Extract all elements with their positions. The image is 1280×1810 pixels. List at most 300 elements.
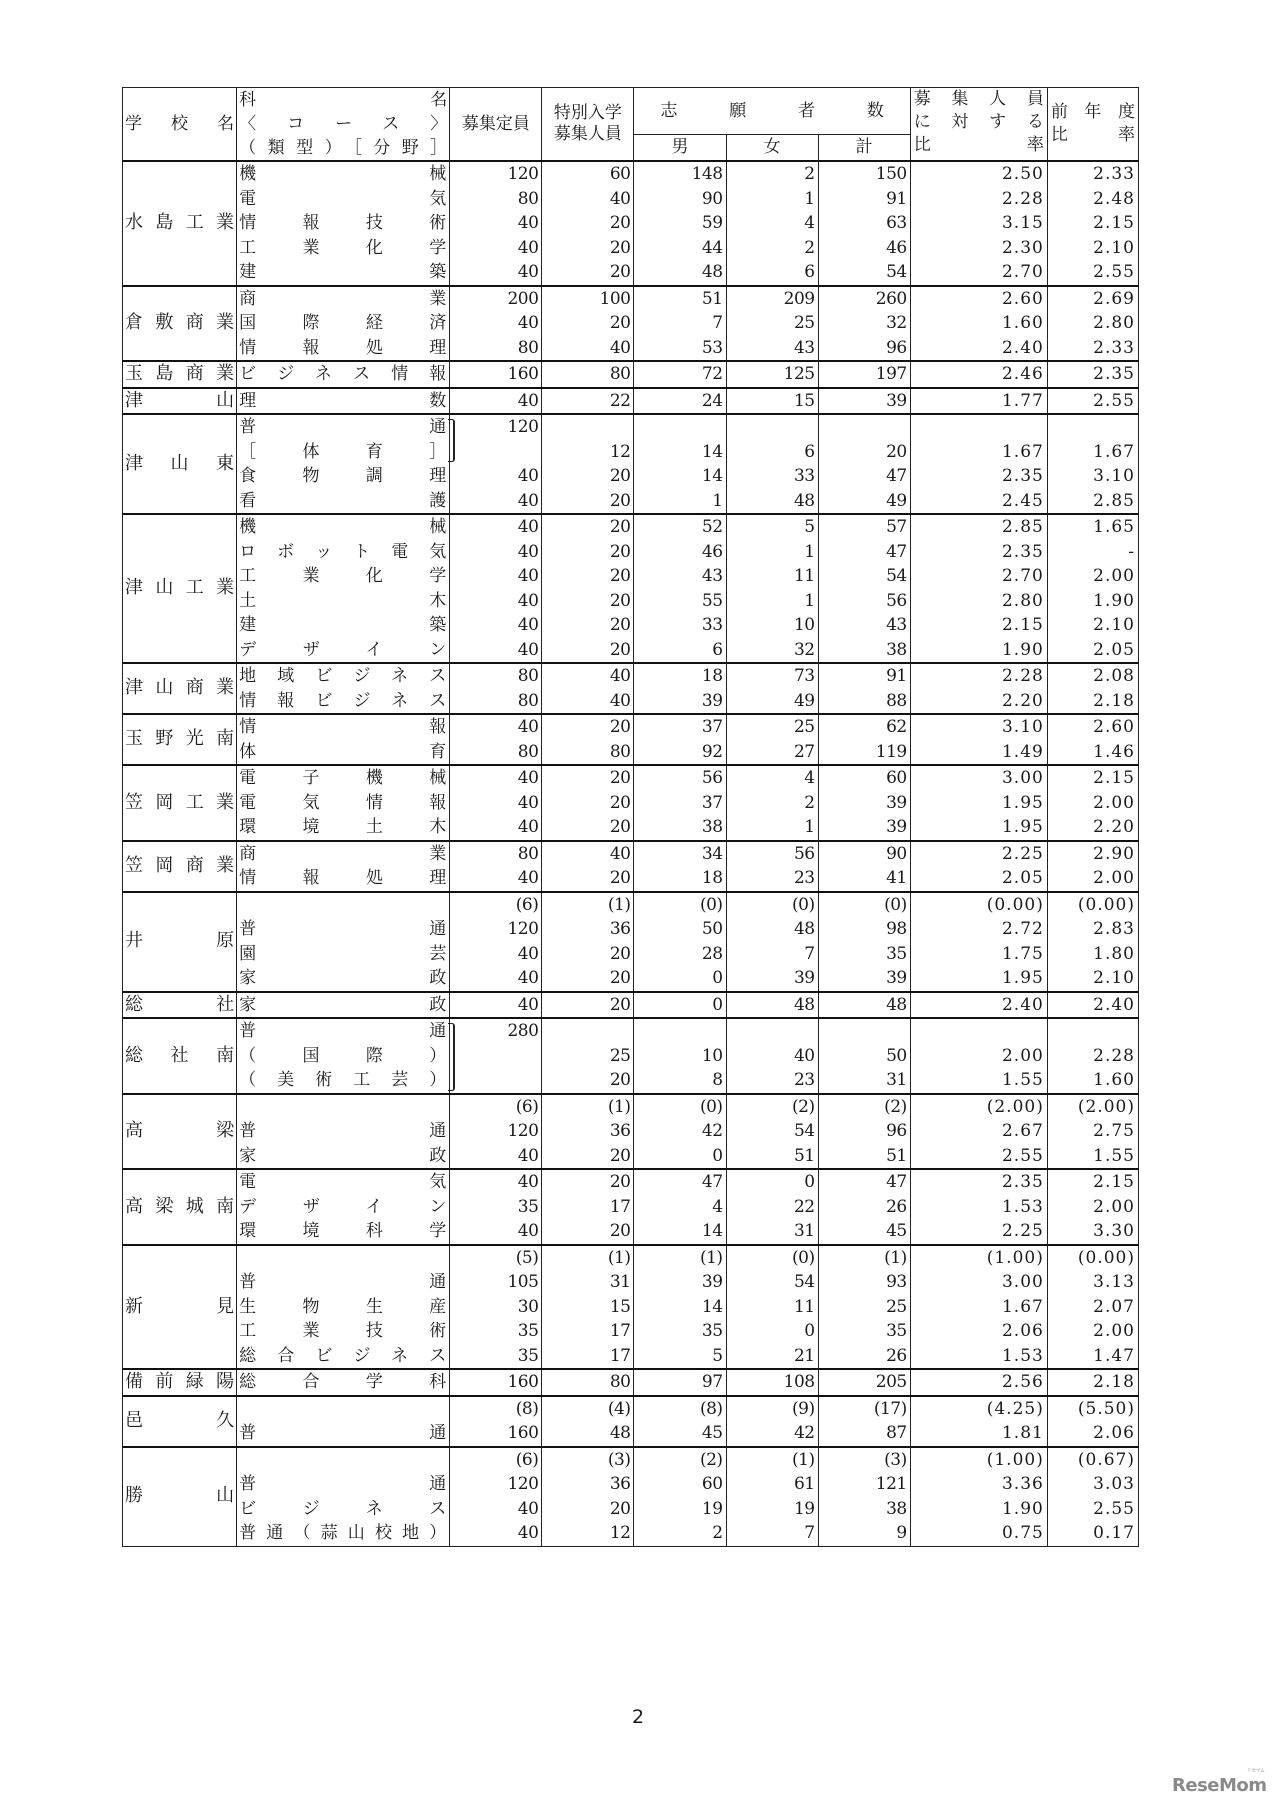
course-name: （美術工芸） [239, 1070, 447, 1090]
capacity-value: 200 [507, 288, 539, 309]
school-name-cell [123, 663, 237, 714]
female-value: (2) [792, 1096, 815, 1117]
special-value: (1) [607, 1096, 631, 1117]
capacity-value: 40 [517, 615, 539, 635]
female-value: 49 [793, 690, 815, 711]
ratio-value: (4.25) [986, 1398, 1044, 1419]
total-value: 41 [886, 868, 907, 888]
total-value: 51 [886, 1145, 907, 1166]
special-value: (1) [607, 1247, 631, 1268]
prev-ratio-cell [1047, 1018, 1138, 1094]
ratio-value: 1.53 [1001, 1345, 1044, 1366]
total-value: 35 [886, 943, 907, 964]
prev-ratio-cell [1047, 1396, 1138, 1447]
school-group-row [123, 892, 1139, 992]
male-value: 46 [701, 541, 723, 562]
course-names-cell [237, 388, 450, 415]
prev-ratio-cell [1047, 1094, 1138, 1170]
total-cell [818, 1094, 910, 1170]
school-group-row [123, 1018, 1139, 1094]
special-value: 12 [609, 1523, 631, 1543]
capacity-value [450, 1068, 541, 1093]
course-name: 普通 [239, 1272, 447, 1292]
ratio-value: 1.67 [1001, 1296, 1044, 1317]
special-value: 80 [609, 741, 631, 762]
special-value: 20 [609, 1221, 631, 1241]
school-group-row [123, 1245, 1139, 1370]
course-name: 家政 [239, 994, 447, 1015]
total-value: 39 [886, 968, 907, 988]
special-value: 36 [609, 919, 631, 939]
ratio-value: 1.55 [1001, 1070, 1044, 1090]
school-group-row [123, 765, 1139, 841]
capacity-cell [450, 663, 542, 714]
capacity-value: 120 [507, 164, 539, 184]
grouping-bracket [448, 1023, 455, 1091]
course-name: 商業 [239, 843, 447, 864]
special-value: 20 [609, 1070, 631, 1090]
ratio-value [911, 1019, 1047, 1044]
prev-ratio-value: (2.00) [1077, 1096, 1135, 1117]
special-value: 20 [609, 1145, 631, 1166]
male-cell [634, 286, 726, 362]
female-value: 22 [793, 1196, 815, 1217]
capacity-cell [450, 892, 542, 992]
total-value: 96 [886, 337, 907, 358]
male-value: 72 [701, 364, 723, 384]
prev-ratio-value: (0.00) [1077, 894, 1135, 915]
total-value: 62 [886, 717, 907, 737]
capacity-value: 40 [517, 717, 539, 737]
course-name: 食物調理 [239, 466, 447, 486]
male-value: 50 [701, 919, 723, 939]
female-value: 0 [804, 1321, 815, 1341]
total-value: 9 [896, 1523, 907, 1543]
total-value: 39 [886, 390, 907, 411]
course-name: 普通（蒜山校地） [239, 1523, 447, 1543]
total-cell [818, 1169, 910, 1245]
course-names-cell [237, 841, 450, 892]
prev-ratio-cell [1047, 892, 1138, 992]
prev-ratio-value: 2.10 [1093, 237, 1135, 258]
capacity-value: 35 [517, 1321, 539, 1341]
course-names-cell [237, 992, 450, 1019]
prev-ratio-value: 2.18 [1093, 1372, 1135, 1392]
capacity-value: 40 [517, 768, 539, 788]
prev-ratio-value: 2.28 [1093, 1045, 1135, 1066]
ratio-value: 2.00 [1001, 1045, 1044, 1066]
total-cell [818, 892, 910, 992]
ratio-value: 1.49 [1001, 741, 1044, 762]
ratio-value: 2.20 [1001, 690, 1044, 711]
ratio-value: 2.70 [1001, 566, 1044, 586]
course-names-cell [237, 514, 450, 663]
prev-ratio-value: - [1128, 541, 1135, 562]
ratio-value: 2.40 [1001, 337, 1044, 358]
total-value: 39 [886, 792, 907, 813]
special-value: 31 [609, 1272, 631, 1292]
header-male: 男 [634, 135, 726, 161]
prev-ratio-cell [1047, 663, 1138, 714]
school-name: 津山 [125, 389, 235, 411]
total-value: 260 [875, 288, 907, 309]
total-cell [818, 1245, 910, 1370]
male-cell [634, 414, 726, 514]
prev-ratio-cell [1047, 714, 1138, 765]
special-value: 20 [609, 615, 631, 635]
female-value: 31 [793, 1221, 815, 1241]
prev-ratio-value: 1.60 [1093, 1070, 1135, 1090]
capacity-value: 40 [517, 541, 539, 562]
prev-ratio-value: 2.40 [1093, 994, 1135, 1015]
ratio-value: 2.50 [1001, 164, 1044, 184]
ratio-value: 1.77 [1001, 390, 1044, 411]
female-value: 1 [804, 590, 815, 611]
ratio-value: 2.05 [1001, 868, 1044, 888]
capacity-value: 40 [517, 390, 539, 411]
total-value: 88 [886, 690, 907, 711]
total-value: 48 [886, 994, 907, 1015]
male-value: 18 [701, 868, 723, 888]
school-group-row [123, 992, 1139, 1019]
course-names-cell [237, 1018, 450, 1094]
male-value: 90 [701, 188, 723, 209]
total-value: 91 [886, 666, 907, 686]
special-cell [542, 992, 634, 1019]
school-group-row [123, 1396, 1139, 1447]
special-cell [542, 161, 634, 286]
course-name: 電気 [239, 188, 447, 209]
female-value: 51 [793, 1145, 815, 1166]
total-value: 32 [886, 313, 907, 333]
female-value: 1 [804, 817, 815, 837]
prev-ratio-value: 1.65 [1093, 517, 1135, 537]
capacity-value: (5) [515, 1247, 539, 1268]
special-cell [542, 1169, 634, 1245]
male-value [634, 1019, 725, 1044]
capacity-value: 160 [507, 1372, 539, 1392]
ratio-value: 2.30 [1001, 237, 1044, 258]
prev-ratio-value: 2.15 [1093, 768, 1135, 788]
ratio-cell [910, 388, 1047, 415]
prev-ratio-value: 1.90 [1093, 590, 1135, 611]
female-value: 42 [793, 1423, 815, 1443]
total-value: 38 [886, 1498, 907, 1519]
female-cell [726, 992, 818, 1019]
prev-ratio-value: 2.00 [1093, 1196, 1135, 1217]
prev-ratio-value: 2.55 [1093, 262, 1135, 282]
male-value: 56 [701, 768, 723, 788]
male-value: 0 [712, 994, 723, 1015]
capacity-value: 120 [507, 417, 539, 437]
course-name: 普通 [239, 1423, 447, 1443]
special-cell [542, 1245, 634, 1370]
total-cell [818, 663, 910, 714]
capacity-cell [450, 1396, 542, 1447]
prev-ratio-value: 2.06 [1093, 1423, 1135, 1443]
ratio-value: 2.70 [1001, 262, 1044, 282]
total-value: 205 [875, 1372, 907, 1392]
ratio-value: 2.35 [1001, 466, 1044, 486]
course-name: 理数 [239, 390, 447, 411]
school-name: 備前緑陽 [125, 1371, 235, 1392]
course-name: 情報処理 [239, 337, 447, 358]
capacity-cell [450, 992, 542, 1019]
female-value: 6 [804, 262, 815, 282]
prev-ratio-value: 2.60 [1093, 717, 1135, 737]
capacity-value: 40 [517, 517, 539, 537]
school-name-cell [123, 992, 237, 1019]
prev-ratio-cell [1047, 1369, 1138, 1396]
total-value: 87 [886, 1423, 907, 1443]
female-cell [726, 1396, 818, 1447]
header-special-admission: 特別入学 募集人員 [542, 88, 634, 162]
ratio-cell [910, 161, 1047, 286]
female-cell [726, 1245, 818, 1370]
capacity-value: 40 [517, 590, 539, 611]
male-value: 7 [712, 313, 723, 333]
course-name: （国際） [239, 1045, 447, 1066]
special-value: 20 [609, 792, 631, 813]
course-name: 家政 [239, 1145, 447, 1166]
capacity-value: 40 [517, 994, 539, 1015]
total-value: 56 [886, 590, 907, 611]
capacity-value: 120 [507, 919, 539, 939]
capacity-value: 40 [517, 466, 539, 486]
female-value [727, 1019, 818, 1044]
male-value: 52 [701, 517, 723, 537]
male-value: 14 [701, 1221, 723, 1241]
special-value: 20 [609, 541, 631, 562]
male-value: 97 [701, 1372, 723, 1392]
course-name: 看護 [239, 490, 447, 511]
course-name: 普通 [239, 919, 447, 939]
capacity-value: (6) [515, 894, 539, 915]
prev-ratio-value: 3.03 [1093, 1474, 1135, 1494]
capacity-value: 80 [517, 741, 539, 762]
school-name: 新見 [125, 1295, 235, 1317]
female-cell [726, 1369, 818, 1396]
course-names-cell [237, 1245, 450, 1370]
female-value: 2 [804, 237, 815, 258]
capacity-cell [450, 388, 542, 415]
ratio-value: 2.25 [1001, 843, 1044, 864]
female-value: 6 [804, 441, 815, 462]
special-value: 20 [609, 590, 631, 611]
female-value: 48 [793, 919, 815, 939]
female-cell [726, 361, 818, 388]
total-value: 63 [886, 213, 907, 233]
course-name: 体育 [239, 741, 447, 762]
male-value: 51 [701, 288, 723, 309]
ratio-cell [910, 361, 1047, 388]
capacity-value: 40 [517, 1523, 539, 1543]
ratio-value: 1.60 [1001, 313, 1044, 333]
prev-ratio-value: 2.07 [1093, 1296, 1135, 1317]
total-value: 38 [886, 639, 907, 660]
male-value: 2 [712, 1523, 723, 1543]
course-names-cell [237, 161, 450, 286]
female-cell [726, 1018, 818, 1094]
female-cell [726, 841, 818, 892]
special-value: 20 [609, 313, 631, 333]
prev-ratio-cell [1047, 414, 1138, 514]
female-value: 108 [783, 1372, 815, 1392]
female-value: 7 [804, 1523, 815, 1543]
prev-ratio-value: 0.17 [1093, 1523, 1135, 1543]
special-value: 15 [609, 1296, 631, 1317]
course-name: 園芸 [239, 943, 447, 964]
male-cell [634, 1447, 726, 1547]
capacity-cell [450, 161, 542, 286]
ratio-value: 2.56 [1001, 1372, 1044, 1392]
male-cell [634, 361, 726, 388]
ratio-value: 2.40 [1001, 994, 1044, 1015]
course-name: 工業化学 [239, 566, 447, 586]
course-names-cell [237, 1094, 450, 1170]
prev-ratio-cell [1047, 841, 1138, 892]
female-value: 56 [793, 843, 815, 864]
prev-ratio-value: 3.13 [1093, 1272, 1135, 1292]
special-value: 40 [609, 337, 631, 358]
total-value: 47 [886, 541, 907, 562]
male-value: 148 [691, 164, 723, 184]
school-name-cell [123, 714, 237, 765]
school-name: 玉野光南 [125, 728, 235, 750]
special-cell [542, 1447, 634, 1547]
total-cell [818, 1369, 910, 1396]
prev-ratio-cell [1047, 514, 1138, 663]
ratio-value: 1.53 [1001, 1196, 1044, 1217]
school-group-row [123, 414, 1139, 514]
female-value: 27 [793, 741, 815, 762]
prev-ratio-value: 2.18 [1093, 690, 1135, 711]
female-value: 43 [793, 337, 815, 358]
school-group-row [123, 714, 1139, 765]
total-cell [818, 1447, 910, 1547]
course-names-cell [237, 1447, 450, 1547]
ratio-cell [910, 286, 1047, 362]
male-value: 1 [712, 490, 723, 511]
course-name: ［体育］ [239, 441, 447, 462]
prev-ratio-value: 2.00 [1093, 868, 1135, 888]
capacity-value: 40 [517, 490, 539, 511]
special-value: 48 [609, 1423, 631, 1443]
male-value: 5 [712, 1345, 723, 1366]
prev-ratio-value: 2.10 [1093, 615, 1135, 635]
male-value: 92 [701, 741, 723, 762]
school-group-row [123, 161, 1139, 286]
ratio-value: 3.00 [1001, 768, 1044, 788]
capacity-cell [450, 1447, 542, 1547]
prev-ratio-value: 2.15 [1093, 1172, 1135, 1192]
female-cell [726, 892, 818, 992]
school-name: 倉敷商業 [125, 312, 235, 333]
header-previous-year-ratio: 前年度 比率 [1047, 88, 1138, 162]
prev-ratio-value [1048, 415, 1138, 440]
male-cell [634, 663, 726, 714]
school-group-row [123, 663, 1139, 714]
school-name-cell [123, 1094, 237, 1170]
ratio-value: 2.46 [1001, 364, 1044, 384]
capacity-cell [450, 361, 542, 388]
male-value [634, 415, 725, 440]
page-number: 2 [632, 1706, 645, 1728]
female-cell [726, 514, 818, 663]
capacity-cell [450, 514, 542, 663]
male-value: 4 [712, 1196, 723, 1217]
total-cell [818, 161, 910, 286]
prev-ratio-value: 1.67 [1093, 441, 1135, 462]
female-cell [726, 161, 818, 286]
ratio-value: 2.35 [1001, 541, 1044, 562]
prev-ratio-cell [1047, 388, 1138, 415]
prev-ratio-value: 2.33 [1093, 337, 1135, 358]
course-name: 普通 [239, 417, 447, 437]
special-value: 12 [609, 441, 631, 462]
female-value: (1) [792, 1449, 815, 1470]
school-name-cell [123, 1369, 237, 1396]
course-names-cell [237, 1169, 450, 1245]
school-name: 津山商業 [125, 677, 235, 699]
male-cell [634, 765, 726, 841]
total-value: 35 [886, 1321, 907, 1341]
capacity-value: 40 [517, 639, 539, 660]
ratio-value: 1.67 [1001, 441, 1044, 462]
total-cell [818, 765, 910, 841]
total-value: 20 [886, 441, 907, 462]
ratio-value: 2.72 [1001, 919, 1044, 939]
course-name: 総合ビジネス [239, 1345, 447, 1366]
course-name [237, 1246, 449, 1271]
school-name-cell [123, 161, 237, 286]
capacity-value: 80 [517, 188, 539, 209]
capacity-value: 120 [507, 1474, 539, 1494]
male-cell [634, 1369, 726, 1396]
female-value: 39 [793, 968, 815, 988]
male-cell [634, 714, 726, 765]
capacity-value: 40 [517, 1145, 539, 1166]
special-value: 20 [609, 968, 631, 988]
course-name: 環境科学 [239, 1221, 447, 1241]
male-value: 37 [701, 717, 723, 737]
ratio-value: 2.35 [1001, 1172, 1044, 1192]
female-value: 19 [793, 1498, 815, 1519]
ratio-value: 1.90 [1001, 639, 1044, 660]
school-name: 高梁城南 [125, 1195, 235, 1217]
capacity-value: 40 [517, 968, 539, 988]
capacity-value [450, 1044, 541, 1069]
special-value: 20 [609, 490, 631, 511]
total-value: 93 [886, 1272, 907, 1292]
ratio-cell [910, 1169, 1047, 1245]
special-cell [542, 361, 634, 388]
ratio-value: 1.81 [1001, 1423, 1044, 1443]
ratio-value: 2.45 [1001, 490, 1044, 511]
course-name: 家政 [239, 968, 447, 988]
prev-ratio-value: 2.00 [1093, 1321, 1135, 1341]
special-value: 17 [609, 1321, 631, 1341]
header-school-name: 学校名 [123, 88, 237, 162]
course-names-cell [237, 892, 450, 992]
school-name: 高梁 [125, 1120, 235, 1141]
capacity-value: 40 [517, 1498, 539, 1519]
female-value [727, 415, 818, 440]
prev-ratio-value: 2.75 [1093, 1121, 1135, 1141]
prev-ratio-value: 2.85 [1093, 490, 1135, 511]
special-value: 20 [609, 566, 631, 586]
prev-ratio-value: 2.10 [1093, 968, 1135, 988]
